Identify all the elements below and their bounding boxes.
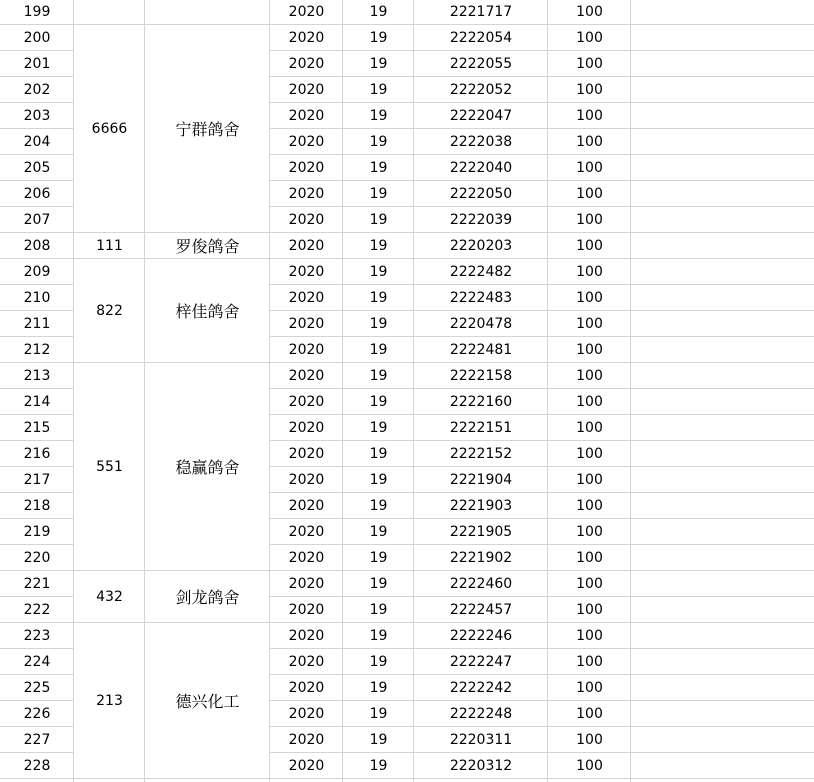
ring-cell[interactable]: 2222242 xyxy=(449,680,513,696)
row-number-cell[interactable]: 220 xyxy=(23,550,51,566)
amount-cell[interactable]: 100 xyxy=(576,628,603,644)
ring-cell[interactable]: 2222040 xyxy=(449,160,513,176)
row-number-cell[interactable]: 215 xyxy=(23,420,51,436)
ring-cell[interactable]: 2221717 xyxy=(449,4,513,20)
age-cell[interactable]: 19 xyxy=(369,706,388,722)
ring-cell[interactable]: 2222151 xyxy=(449,420,513,436)
amount-cell[interactable]: 100 xyxy=(576,368,603,384)
year-cell[interactable]: 2020 xyxy=(288,342,325,358)
ring-cell[interactable]: 2222054 xyxy=(449,30,513,46)
year-cell[interactable]: 2020 xyxy=(288,472,325,488)
amount-cell[interactable]: 100 xyxy=(576,706,603,722)
loft-code-cell[interactable]: 432 xyxy=(96,588,123,605)
ring-cell[interactable]: 2221905 xyxy=(449,524,513,540)
age-cell[interactable]: 19 xyxy=(369,160,388,176)
age-cell[interactable]: 19 xyxy=(369,186,388,202)
amount-cell[interactable]: 100 xyxy=(576,264,603,280)
ring-cell[interactable]: 2221902 xyxy=(449,550,513,566)
year-cell[interactable]: 2020 xyxy=(288,602,325,618)
year-cell[interactable]: 2020 xyxy=(288,4,325,20)
year-cell[interactable]: 2020 xyxy=(288,30,325,46)
ring-cell[interactable]: 2222460 xyxy=(449,576,513,592)
amount-cell[interactable]: 100 xyxy=(576,238,603,254)
age-cell[interactable]: 19 xyxy=(369,420,388,436)
amount-cell[interactable]: 100 xyxy=(576,524,603,540)
amount-cell[interactable]: 100 xyxy=(576,602,603,618)
age-cell[interactable]: 19 xyxy=(369,602,388,618)
age-cell[interactable]: 19 xyxy=(369,446,388,462)
year-cell[interactable]: 2020 xyxy=(288,732,325,748)
amount-cell[interactable]: 100 xyxy=(576,290,603,306)
row-number-cell[interactable]: 223 xyxy=(23,628,51,644)
row-number-cell[interactable]: 218 xyxy=(23,498,51,514)
year-cell[interactable]: 2020 xyxy=(288,316,325,332)
row-number-cell[interactable]: 225 xyxy=(23,680,51,696)
amount-cell[interactable]: 100 xyxy=(576,758,603,774)
row-number-cell[interactable]: 202 xyxy=(23,82,51,98)
ring-cell[interactable]: 2222038 xyxy=(449,134,513,150)
loft-code-cell[interactable]: 213 xyxy=(96,692,123,709)
row-number-cell[interactable]: 227 xyxy=(23,732,51,748)
ring-cell[interactable]: 2222247 xyxy=(449,654,513,670)
age-cell[interactable]: 19 xyxy=(369,290,388,306)
amount-cell[interactable]: 100 xyxy=(576,446,603,462)
amount-cell[interactable]: 100 xyxy=(576,654,603,670)
loft-name-cell[interactable]: 罗俊鸽舍 xyxy=(175,237,240,256)
age-cell[interactable]: 19 xyxy=(369,134,388,150)
year-cell[interactable]: 2020 xyxy=(288,680,325,696)
year-cell[interactable]: 2020 xyxy=(288,524,325,540)
row-number-cell[interactable]: 222 xyxy=(23,602,51,618)
age-cell[interactable]: 19 xyxy=(369,30,388,46)
year-cell[interactable]: 2020 xyxy=(288,550,325,566)
age-cell[interactable]: 19 xyxy=(369,550,388,566)
year-cell[interactable]: 2020 xyxy=(288,238,325,254)
row-number-cell[interactable]: 226 xyxy=(23,706,51,722)
row-number-cell[interactable]: 211 xyxy=(23,316,51,332)
row-number-cell[interactable]: 217 xyxy=(23,472,51,488)
row-number-cell[interactable]: 207 xyxy=(23,212,51,228)
row-number-cell[interactable]: 224 xyxy=(23,654,51,670)
row-number-cell[interactable]: 200 xyxy=(23,30,51,46)
grid-line xyxy=(74,778,270,779)
ring-cell[interactable]: 2222483 xyxy=(449,290,513,306)
ring-cell[interactable]: 2222482 xyxy=(449,264,513,280)
amount-cell[interactable]: 100 xyxy=(576,680,603,696)
amount-cell[interactable]: 100 xyxy=(576,420,603,436)
year-cell[interactable]: 2020 xyxy=(288,706,325,722)
year-cell[interactable]: 2020 xyxy=(288,160,325,176)
year-cell[interactable]: 2020 xyxy=(288,758,325,774)
year-cell[interactable]: 2020 xyxy=(288,628,325,644)
amount-cell[interactable]: 100 xyxy=(576,732,603,748)
code-cell[interactable] xyxy=(74,0,145,25)
row-number-cell[interactable]: 213 xyxy=(23,368,51,384)
ring-cell[interactable]: 2220312 xyxy=(449,758,513,774)
ring-cell[interactable]: 2222047 xyxy=(449,108,513,124)
amount-cell[interactable]: 100 xyxy=(576,186,603,202)
row-number-cell[interactable]: 212 xyxy=(23,342,51,358)
age-cell[interactable]: 19 xyxy=(369,498,388,514)
ring-cell[interactable]: 2222481 xyxy=(449,342,513,358)
amount-cell[interactable]: 100 xyxy=(576,576,603,592)
amount-cell[interactable]: 100 xyxy=(576,134,603,150)
loft-code-cell[interactable]: 822 xyxy=(96,302,123,319)
row-number-cell[interactable]: 203 xyxy=(23,108,51,124)
age-cell[interactable]: 19 xyxy=(369,238,388,254)
amount-cell[interactable]: 100 xyxy=(576,4,603,20)
amount-cell[interactable]: 100 xyxy=(576,550,603,566)
row-number-cell[interactable]: 201 xyxy=(23,56,51,72)
row-number-cell[interactable]: 210 xyxy=(23,290,51,306)
grid-line xyxy=(270,778,814,779)
age-cell[interactable]: 19 xyxy=(369,212,388,228)
amount-cell[interactable]: 100 xyxy=(576,342,603,358)
year-cell[interactable]: 2020 xyxy=(288,446,325,462)
ring-cell[interactable]: 2222050 xyxy=(449,186,513,202)
age-cell[interactable]: 19 xyxy=(369,108,388,124)
amount-cell[interactable]: 100 xyxy=(576,56,603,72)
ring-cell[interactable]: 2222248 xyxy=(449,706,513,722)
age-cell[interactable]: 19 xyxy=(369,654,388,670)
ring-cell[interactable]: 2222457 xyxy=(449,602,513,618)
age-cell[interactable]: 19 xyxy=(369,342,388,358)
loft-code-cell[interactable]: 111 xyxy=(96,237,123,254)
amount-cell[interactable]: 100 xyxy=(576,316,603,332)
year-cell[interactable]: 2020 xyxy=(288,654,325,670)
amount-cell[interactable]: 100 xyxy=(576,498,603,514)
loft-name-cell[interactable]: 剑龙鸽舍 xyxy=(175,588,240,607)
ring-cell[interactable]: 2222158 xyxy=(449,368,513,384)
ring-cell[interactable]: 2220478 xyxy=(449,316,513,332)
ring-cell[interactable]: 2220311 xyxy=(449,732,513,748)
ring-cell[interactable]: 2222055 xyxy=(449,56,513,72)
ring-cell[interactable]: 2222039 xyxy=(449,212,513,228)
year-cell[interactable]: 2020 xyxy=(288,498,325,514)
age-cell[interactable]: 19 xyxy=(369,680,388,696)
year-cell[interactable]: 2020 xyxy=(288,290,325,306)
age-cell[interactable]: 19 xyxy=(369,576,388,592)
age-cell[interactable]: 19 xyxy=(369,394,388,410)
year-cell[interactable]: 2020 xyxy=(288,394,325,410)
age-cell[interactable]: 19 xyxy=(369,628,388,644)
age-cell[interactable]: 19 xyxy=(369,368,388,384)
age-cell[interactable]: 19 xyxy=(369,524,388,540)
ring-cell[interactable]: 2222052 xyxy=(449,82,513,98)
year-cell[interactable]: 2020 xyxy=(288,264,325,280)
ring-cell[interactable]: 2221904 xyxy=(449,472,513,488)
amount-cell[interactable]: 100 xyxy=(576,108,603,124)
year-cell[interactable]: 2020 xyxy=(288,82,325,98)
amount-cell[interactable]: 100 xyxy=(576,82,603,98)
name-cell[interactable] xyxy=(145,0,270,25)
row-number-cell[interactable]: 206 xyxy=(23,186,51,202)
grid-line xyxy=(0,778,74,779)
age-cell[interactable]: 19 xyxy=(369,732,388,748)
loft-name-cell[interactable]: 梓佳鸽舍 xyxy=(175,302,240,321)
age-cell[interactable]: 19 xyxy=(369,316,388,332)
ring-cell[interactable]: 2220203 xyxy=(449,238,513,254)
row-number-cell[interactable]: 219 xyxy=(23,524,51,540)
year-cell[interactable]: 2020 xyxy=(288,108,325,124)
year-cell[interactable]: 2020 xyxy=(288,134,325,150)
row-number-cell[interactable]: 228 xyxy=(23,758,51,774)
row-number-cell[interactable]: 216 xyxy=(23,446,51,462)
row-number-cell[interactable]: 214 xyxy=(23,394,51,410)
row-number-cell[interactable]: 199 xyxy=(23,4,51,20)
year-cell[interactable]: 2020 xyxy=(288,576,325,592)
age-cell[interactable]: 19 xyxy=(369,264,388,280)
age-cell[interactable]: 19 xyxy=(369,4,388,20)
loft-code-cell[interactable]: 6666 xyxy=(91,120,128,137)
year-cell[interactable]: 2020 xyxy=(288,420,325,436)
loft-name-cell[interactable]: 稳赢鸽舍 xyxy=(175,458,240,477)
loft-name-cell[interactable]: 宁群鸽舍 xyxy=(175,120,240,139)
ring-cell[interactable]: 2221903 xyxy=(449,498,513,514)
loft-code-cell[interactable]: 551 xyxy=(96,458,123,475)
age-cell[interactable]: 19 xyxy=(369,472,388,488)
row-number-cell[interactable]: 221 xyxy=(23,576,51,592)
amount-cell[interactable]: 100 xyxy=(576,394,603,410)
row-number-cell[interactable]: 209 xyxy=(23,264,51,280)
age-cell[interactable]: 19 xyxy=(369,758,388,774)
year-cell[interactable]: 2020 xyxy=(288,212,325,228)
amount-cell[interactable]: 100 xyxy=(576,212,603,228)
year-cell[interactable]: 2020 xyxy=(288,368,325,384)
amount-cell[interactable]: 100 xyxy=(576,472,603,488)
amount-cell[interactable]: 100 xyxy=(576,160,603,176)
loft-name-cell[interactable]: 德兴化工 xyxy=(175,692,240,711)
year-cell[interactable]: 2020 xyxy=(288,186,325,202)
age-cell[interactable]: 19 xyxy=(369,56,388,72)
ring-cell[interactable]: 2222152 xyxy=(449,446,513,462)
row-number-cell[interactable]: 204 xyxy=(23,134,51,150)
ring-cell[interactable]: 2222160 xyxy=(449,394,513,410)
year-cell[interactable]: 2020 xyxy=(288,56,325,72)
age-cell[interactable]: 19 xyxy=(369,82,388,98)
amount-cell[interactable]: 100 xyxy=(576,30,603,46)
row-number-cell[interactable]: 208 xyxy=(23,238,51,254)
ring-cell[interactable]: 2222246 xyxy=(449,628,513,644)
row-number-cell[interactable]: 205 xyxy=(23,160,51,176)
